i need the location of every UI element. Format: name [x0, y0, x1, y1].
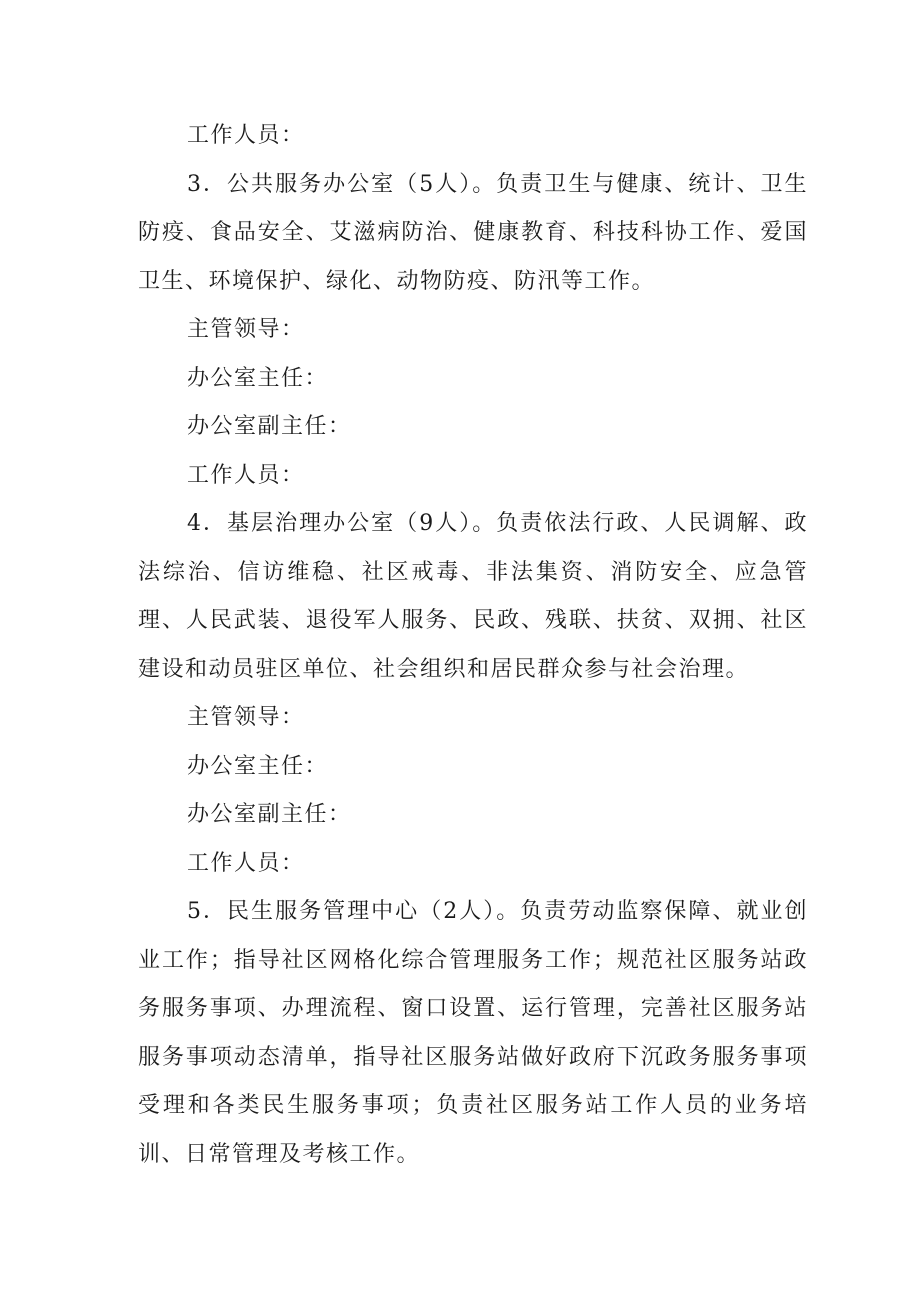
- section-3-director-label: 办公室主任：: [187, 365, 329, 391]
- section-4-leader-label: 主管领导：: [187, 705, 305, 730]
- section-4-director-label: 办公室主任：: [187, 753, 329, 779]
- section-4-staff-label: 工作人员：: [187, 850, 305, 876]
- document-page: [138, 112, 808, 1179]
- section-3-leader-label: 主管领导：: [187, 317, 305, 342]
- section-4-deputy-director-label: 办公室副主任：: [187, 802, 352, 827]
- section-5-description: 5．民生服务管理中心（2人）。负责劳动监察保障、就业创业工作；指导社区网格化综合管理服务工作；规范社区服务站政务服务事项、办理流程、窗口设置、运行管理，完善社区服务站服务事项动态清单，指导社区服务站做好政府下沉政务服务事项受理和各类民生服务事项；负责社区服务站工作人员的业务培训、日常管理及考核工作。: [138, 899, 808, 1167]
- section-3-deputy-director-label: 办公室副主任：: [187, 414, 352, 439]
- staff-label: 工作人员：: [187, 123, 305, 148]
- section-3-staff-label: 工作人员：: [187, 462, 305, 488]
- section-4-description: 4．基层治理办公室（9人）。负责依法行政、人民调解、政法综治、信访维稳、社区戒毒、非法集资、消防安全、应急管理、人民武装、退役军人服务、民政、残联、扶贫、双拥、社区建设和动员驻区单位、社会组织和居民群众参与社会治理。: [138, 511, 808, 682]
- section-3-description: 3．公共服务办公室（5人）。负责卫生与健康、统计、卫生防疫、食品安全、艾滋病防治、健康教育、科技科协工作、爱国卫生、环境保护、绿化、动物防疫、防汛等工作。: [138, 171, 808, 294]
